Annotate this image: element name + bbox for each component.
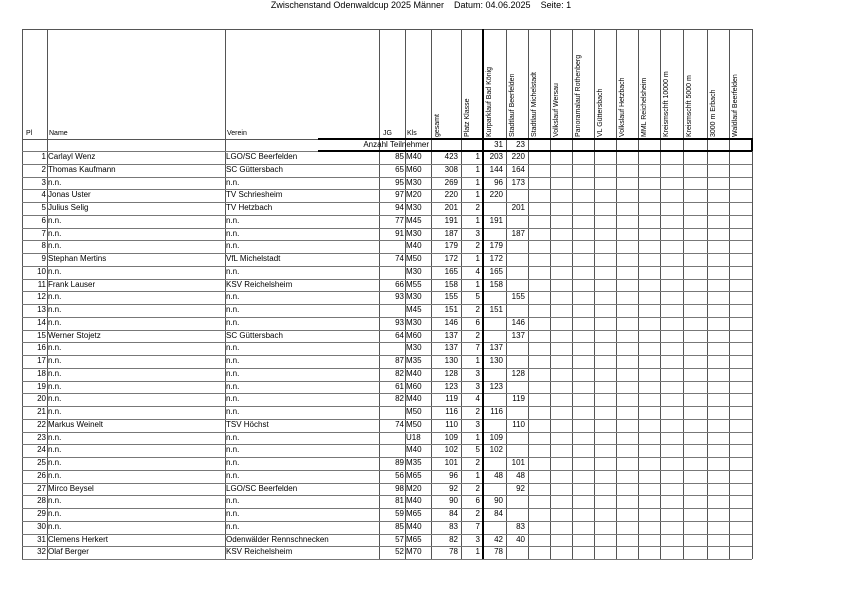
header-jg: JG	[383, 130, 392, 137]
total-cell: 187	[444, 228, 458, 238]
club-cell: n.n.	[226, 305, 240, 314]
class-cell: M30	[406, 203, 422, 212]
year-cell	[379, 406, 404, 418]
year-cell: 81	[395, 496, 404, 506]
rank-cell: 1	[41, 152, 46, 161]
rank-cell: 11	[37, 279, 46, 289]
race-points-cell: 101	[511, 458, 525, 467]
club-cell: Odenwälder Rennschnecken	[226, 534, 329, 544]
club-cell: n.n.	[226, 445, 240, 455]
anzahl-label: Anzahl Teilnehmer	[363, 140, 429, 149]
club-cell: LGO/SC Beerfelden	[226, 483, 298, 493]
club-cell: n.n.	[226, 177, 240, 187]
club-cell: n.n.	[226, 432, 240, 442]
rank-cell: 27	[37, 483, 46, 493]
name-cell: n.n.	[48, 381, 62, 391]
total-cell: 82	[449, 534, 458, 544]
class-rank-cell: 3	[475, 419, 480, 429]
club-cell: n.n.	[226, 381, 240, 391]
class-rank-cell: 2	[475, 330, 480, 340]
year-cell: 56	[395, 470, 404, 480]
class-rank-cell: 1	[475, 279, 480, 289]
rank-cell: 2	[41, 164, 46, 174]
class-rank-cell: 1	[475, 432, 480, 442]
rank-cell: 15	[37, 330, 46, 340]
year-cell	[379, 266, 404, 278]
club-cell: n.n.	[226, 241, 240, 251]
club-cell: n.n.	[226, 356, 240, 365]
rank-cell: 17	[37, 356, 46, 365]
class-rank-cell: 1	[475, 177, 480, 187]
race-points-cell: 165	[489, 266, 503, 276]
total-cell: 191	[444, 215, 458, 225]
club-cell: n.n.	[226, 343, 240, 353]
class-cell: M35	[406, 356, 422, 365]
class-cell: M40	[406, 241, 422, 251]
total-cell: 96	[449, 470, 458, 480]
name-cell: Jonas Uster	[48, 190, 91, 200]
total-cell: 308	[444, 164, 458, 174]
grid-line-vertical	[683, 29, 684, 559]
race-points-cell: 179	[489, 241, 503, 251]
rank-cell: 7	[41, 228, 46, 238]
club-cell: VfL Michelstadt	[226, 254, 281, 263]
race-points-cell: 137	[489, 343, 503, 353]
class-rank-cell: 1	[475, 470, 480, 480]
grid-line-vertical	[528, 29, 529, 559]
name-cell: n.n.	[48, 407, 62, 416]
race-points-cell: 110	[512, 419, 525, 429]
name-cell: n.n.	[48, 394, 62, 404]
club-cell: SC Güttersbach	[226, 164, 283, 174]
name-cell: n.n.	[48, 470, 62, 480]
name-cell: n.n.	[48, 228, 62, 238]
class-rank-cell: 2	[475, 305, 480, 314]
class-cell: M50	[406, 407, 422, 416]
year-cell: 95	[395, 177, 404, 187]
class-rank-cell: 1	[475, 164, 480, 174]
total-cell: 84	[449, 509, 458, 518]
anzahl-value-race-2: 23	[516, 140, 525, 149]
grid-line-row	[22, 559, 752, 560]
header-pl: Pl	[26, 130, 33, 137]
name-cell: Julius Selig	[48, 203, 89, 212]
class-rank-cell: 2	[475, 483, 480, 493]
name-cell: n.n.	[48, 496, 62, 506]
year-cell: 61	[395, 381, 404, 391]
class-cell: M40	[406, 521, 422, 531]
year-cell: 82	[395, 394, 404, 404]
year-cell: 74	[395, 419, 404, 429]
class-cell: M50	[406, 419, 422, 429]
class-cell: M40	[406, 445, 422, 455]
year-cell: 91	[395, 228, 404, 238]
header-race-10: Kreismschft 5000 m	[686, 75, 693, 137]
class-rank-cell: 1	[475, 190, 480, 200]
class-rank-cell: 4	[475, 266, 480, 276]
total-cell: 165	[444, 266, 458, 276]
header-name: Name	[49, 130, 68, 137]
header-race-5: Panoramalauf Rothenberg	[575, 54, 582, 137]
club-cell: n.n.	[226, 509, 240, 518]
year-cell: 57	[395, 534, 404, 544]
club-cell: n.n.	[226, 292, 240, 302]
class-rank-cell: 3	[475, 228, 480, 238]
race-points-cell: 220	[511, 152, 525, 161]
total-cell: 423	[444, 152, 458, 161]
grid-line-top	[22, 29, 752, 30]
club-cell: n.n.	[226, 496, 240, 506]
club-cell: n.n.	[226, 228, 240, 238]
rank-cell: 25	[37, 458, 46, 467]
anzahl-value-race-1: 31	[494, 140, 503, 149]
class-cell: M60	[406, 330, 422, 340]
class-rank-cell: 1	[475, 215, 480, 225]
year-cell: 94	[395, 203, 404, 212]
total-cell: 137	[444, 330, 458, 340]
year-cell: 74	[395, 254, 404, 263]
race-points-cell: 96	[494, 177, 503, 187]
total-cell: 269	[444, 177, 458, 187]
race-points-cell: 84	[494, 509, 503, 518]
race-points-cell: 48	[494, 470, 503, 480]
rank-cell: 9	[41, 254, 46, 263]
grid-line-vertical	[594, 29, 595, 559]
total-cell: 158	[444, 279, 458, 289]
year-cell: 87	[395, 356, 404, 365]
class-rank-cell: 5	[475, 292, 480, 302]
standings-table	[22, 29, 753, 561]
race-points-cell: 109	[489, 432, 503, 442]
class-cell: M30	[406, 292, 422, 302]
class-rank-cell: 2	[475, 407, 480, 416]
class-rank-cell: 2	[475, 509, 480, 518]
total-cell: 123	[444, 381, 458, 391]
race-points-cell: 40	[516, 534, 525, 544]
header-race-6: VL Güttersbach	[597, 88, 604, 137]
class-cell: M30	[406, 266, 422, 276]
total-cell: 151	[444, 305, 458, 314]
name-cell: Thomas Kaufmann	[48, 164, 116, 174]
rank-cell: 31	[37, 534, 46, 544]
rank-cell: 29	[37, 509, 46, 518]
class-rank-cell: 2	[475, 241, 480, 251]
total-cell: 109	[444, 432, 458, 442]
name-cell: Mirco Beysel	[48, 483, 94, 493]
name-cell: Frank Lauser	[48, 279, 96, 289]
rank-cell: 4	[41, 190, 46, 200]
year-cell	[379, 240, 404, 252]
club-cell: TSV Höchst	[226, 419, 269, 429]
class-cell: M20	[406, 483, 422, 493]
rank-cell: 22	[37, 419, 46, 429]
header-platz-klasse: Platz Klasse	[464, 98, 471, 137]
header-race-11: 3000 m Erbach	[710, 89, 717, 137]
rank-cell: 26	[37, 470, 46, 480]
rank-cell: 32	[37, 547, 46, 557]
name-cell: n.n.	[48, 521, 62, 531]
race-points-cell: 151	[489, 305, 503, 314]
total-cell: 119	[445, 394, 458, 404]
total-cell: 172	[444, 254, 458, 263]
grid-line-vertical	[572, 29, 573, 559]
class-cell: M50	[406, 254, 422, 263]
class-cell: M65	[406, 509, 422, 518]
race-points-cell: 187	[511, 228, 525, 238]
name-cell: n.n.	[48, 368, 62, 378]
rank-cell: 18	[37, 368, 46, 378]
header-race-7: Volkslauf Hetzbach	[619, 77, 626, 137]
class-rank-cell: 1	[475, 152, 480, 161]
rank-cell: 3	[41, 177, 46, 187]
race-points-cell: 48	[516, 470, 525, 480]
class-cell: M60	[406, 164, 422, 174]
grid-line-vertical	[550, 29, 551, 559]
total-cell: 92	[449, 483, 458, 493]
year-cell: 66	[395, 279, 404, 289]
club-cell: n.n.	[226, 521, 240, 531]
race-points-cell: 102	[489, 445, 503, 455]
header-race-9: Kreismschft 10000 m	[663, 71, 670, 137]
club-cell: n.n.	[226, 266, 240, 276]
class-rank-cell: 2	[475, 203, 480, 212]
name-cell: Werner Stojetz	[48, 330, 101, 340]
race-points-cell: 128	[511, 368, 525, 378]
header-race-2: Stadtlauf Beerfelden	[509, 73, 516, 137]
class-rank-cell: 7	[475, 343, 480, 353]
total-cell: 101	[444, 458, 458, 467]
header-race-4: Volkslauf Wersau	[553, 83, 560, 137]
club-cell: n.n.	[226, 368, 240, 378]
club-cell: TV Schriesheim	[226, 190, 283, 200]
class-rank-cell: 5	[475, 445, 480, 455]
race-points-cell: 119	[512, 394, 525, 404]
total-cell: 116	[445, 407, 458, 416]
year-cell	[379, 342, 404, 354]
name-cell: n.n.	[48, 356, 62, 365]
class-cell: M30	[406, 177, 422, 187]
header-gesamt: gesamt	[434, 114, 441, 137]
name-cell: n.n.	[48, 292, 62, 302]
class-cell: M30	[406, 228, 422, 238]
rank-cell: 30	[37, 521, 46, 531]
race-points-cell: 146	[511, 317, 525, 327]
class-rank-cell: 2	[475, 458, 480, 467]
rank-cell: 20	[37, 394, 46, 404]
class-cell: M45	[406, 215, 422, 225]
year-cell: 65	[395, 164, 404, 174]
header-verein: Verein	[227, 130, 247, 137]
club-cell: n.n.	[226, 317, 240, 327]
class-cell: M65	[406, 470, 422, 480]
rank-cell: 6	[41, 215, 46, 225]
thick-border-right	[751, 138, 753, 151]
year-cell: 93	[395, 317, 404, 327]
class-rank-cell: 6	[475, 496, 480, 506]
rank-cell: 23	[37, 432, 46, 442]
club-cell: TV Hetzbach	[226, 203, 273, 212]
total-cell: 220	[444, 190, 458, 200]
total-cell: 201	[444, 203, 458, 212]
race-points-cell: 123	[489, 381, 503, 391]
class-cell: M55	[406, 279, 422, 289]
race-points-cell: 130	[489, 356, 503, 365]
year-cell: 52	[395, 547, 404, 557]
class-cell: U18	[406, 432, 421, 442]
name-cell: n.n.	[48, 215, 62, 225]
race-points-cell: 116	[490, 407, 503, 416]
name-cell: Clemens Herkert	[48, 534, 109, 544]
class-rank-cell: 6	[475, 317, 480, 327]
year-cell: 64	[395, 330, 404, 340]
class-rank-cell: 3	[475, 381, 480, 391]
rank-cell: 28	[37, 496, 46, 506]
rank-cell: 5	[41, 203, 46, 212]
race-points-cell: 144	[489, 164, 503, 174]
header-race-8: MML Reichelsheim	[641, 77, 648, 137]
race-points-cell: 137	[511, 330, 525, 340]
club-cell: n.n.	[226, 458, 240, 467]
rank-cell: 14	[37, 317, 46, 327]
race-points-cell: 191	[489, 215, 503, 225]
header-race-3: Stadtlauf Michelstadt	[531, 72, 538, 137]
total-cell: 128	[444, 368, 458, 378]
name-cell: Markus Weinelt	[48, 419, 103, 429]
total-cell: 78	[449, 547, 458, 557]
grid-line-vertical	[729, 29, 730, 559]
grid-line-vertical	[616, 29, 617, 559]
class-rank-cell: 1	[475, 547, 480, 557]
race-points-cell: 83	[516, 521, 525, 531]
rank-cell: 12	[37, 292, 46, 302]
club-cell: n.n.	[226, 215, 240, 225]
race-points-cell: 201	[511, 203, 525, 212]
name-cell: n.n.	[48, 305, 62, 314]
total-cell: 102	[444, 445, 458, 455]
name-cell: n.n.	[48, 445, 62, 455]
year-cell	[379, 304, 404, 316]
class-cell: M45	[406, 305, 422, 314]
club-cell: n.n.	[226, 470, 240, 480]
race-points-cell: 42	[494, 534, 503, 544]
race-points-cell: 155	[511, 292, 525, 302]
class-rank-cell: 3	[475, 534, 480, 544]
year-cell: 85	[395, 521, 404, 531]
year-cell: 82	[395, 368, 404, 378]
name-cell: n.n.	[48, 509, 62, 518]
class-cell: M70	[406, 547, 422, 557]
club-cell: n.n.	[226, 407, 240, 416]
name-cell: Olaf Berger	[48, 547, 89, 557]
class-cell: M40	[406, 496, 422, 506]
race-points-cell: 90	[494, 496, 503, 506]
grid-line-vertical	[638, 29, 639, 559]
name-cell: n.n.	[48, 317, 62, 327]
class-cell: M40	[406, 394, 422, 404]
class-rank-cell: 7	[475, 521, 480, 531]
header-kls: Kls	[407, 130, 417, 137]
total-cell: 179	[444, 241, 458, 251]
total-cell: 90	[449, 496, 458, 506]
name-cell: Carlayl Wenz	[48, 152, 96, 161]
class-rank-cell: 1	[475, 356, 480, 365]
race-points-cell: 173	[511, 177, 525, 187]
club-cell: n.n.	[226, 394, 240, 404]
class-rank-cell: 4	[475, 394, 480, 404]
club-cell: KSV Reichelsheim	[226, 279, 293, 289]
class-rank-cell: 3	[475, 368, 480, 378]
class-cell: M30	[406, 317, 422, 327]
rank-cell: 8	[41, 241, 46, 251]
race-points-cell: 172	[489, 254, 503, 263]
name-cell: n.n.	[48, 343, 62, 353]
club-cell: LGO/SC Beerfelden	[226, 152, 298, 161]
name-cell: n.n.	[48, 266, 62, 276]
year-cell: 85	[395, 152, 404, 161]
rank-cell: 19	[37, 381, 46, 391]
page-title: Zwischenstand Odenwaldcup 2025 Männer Datum: 04.06.2025 Seite: 1	[270, 0, 572, 10]
header-race-1: Kurparklauf Bad König	[486, 66, 493, 137]
rank-cell: 16	[37, 343, 46, 353]
total-cell: 146	[444, 317, 458, 327]
total-cell: 155	[444, 292, 458, 302]
class-rank-cell: 1	[475, 254, 480, 263]
grid-line-vertical	[660, 29, 661, 559]
year-cell: 98	[395, 483, 404, 493]
name-cell: n.n.	[48, 177, 62, 187]
year-cell: 77	[395, 215, 404, 225]
rank-cell: 21	[37, 407, 46, 416]
race-points-cell: 78	[494, 547, 503, 557]
club-cell: SC Güttersbach	[226, 330, 283, 340]
year-cell: 93	[395, 292, 404, 302]
total-cell: 83	[449, 521, 458, 531]
class-cell: M30	[406, 343, 422, 353]
rank-cell: 13	[37, 305, 46, 314]
name-cell: n.n.	[48, 432, 62, 442]
class-cell: M65	[406, 534, 422, 544]
name-cell: n.n.	[48, 458, 62, 467]
year-cell	[379, 432, 404, 444]
year-cell: 97	[395, 190, 404, 200]
total-cell: 137	[444, 343, 458, 353]
race-points-cell: 164	[511, 164, 525, 174]
class-cell: M35	[406, 458, 422, 467]
class-cell: M60	[406, 381, 422, 391]
class-cell: M40	[406, 368, 422, 378]
rank-cell: 24	[37, 445, 46, 455]
club-cell: KSV Reichelsheim	[226, 547, 293, 557]
name-cell: n.n.	[48, 241, 62, 251]
grid-line-vertical	[707, 29, 708, 559]
race-points-cell: 92	[516, 483, 525, 493]
year-cell: 89	[395, 458, 404, 467]
grid-line-vertical	[752, 29, 753, 559]
class-cell: M40	[406, 152, 422, 161]
total-cell: 130	[444, 356, 458, 365]
name-cell: Stephan Mertins	[48, 254, 107, 263]
rank-cell: 10	[37, 266, 46, 276]
year-cell	[379, 444, 404, 456]
race-points-cell: 203	[489, 152, 503, 161]
race-points-cell: 220	[489, 190, 503, 200]
header-race-12: Waldlauf Beerfelden	[732, 74, 739, 137]
race-points-cell: 158	[489, 279, 503, 289]
year-cell: 59	[395, 509, 404, 518]
total-cell: 110	[445, 419, 458, 429]
class-cell: M20	[406, 190, 422, 200]
